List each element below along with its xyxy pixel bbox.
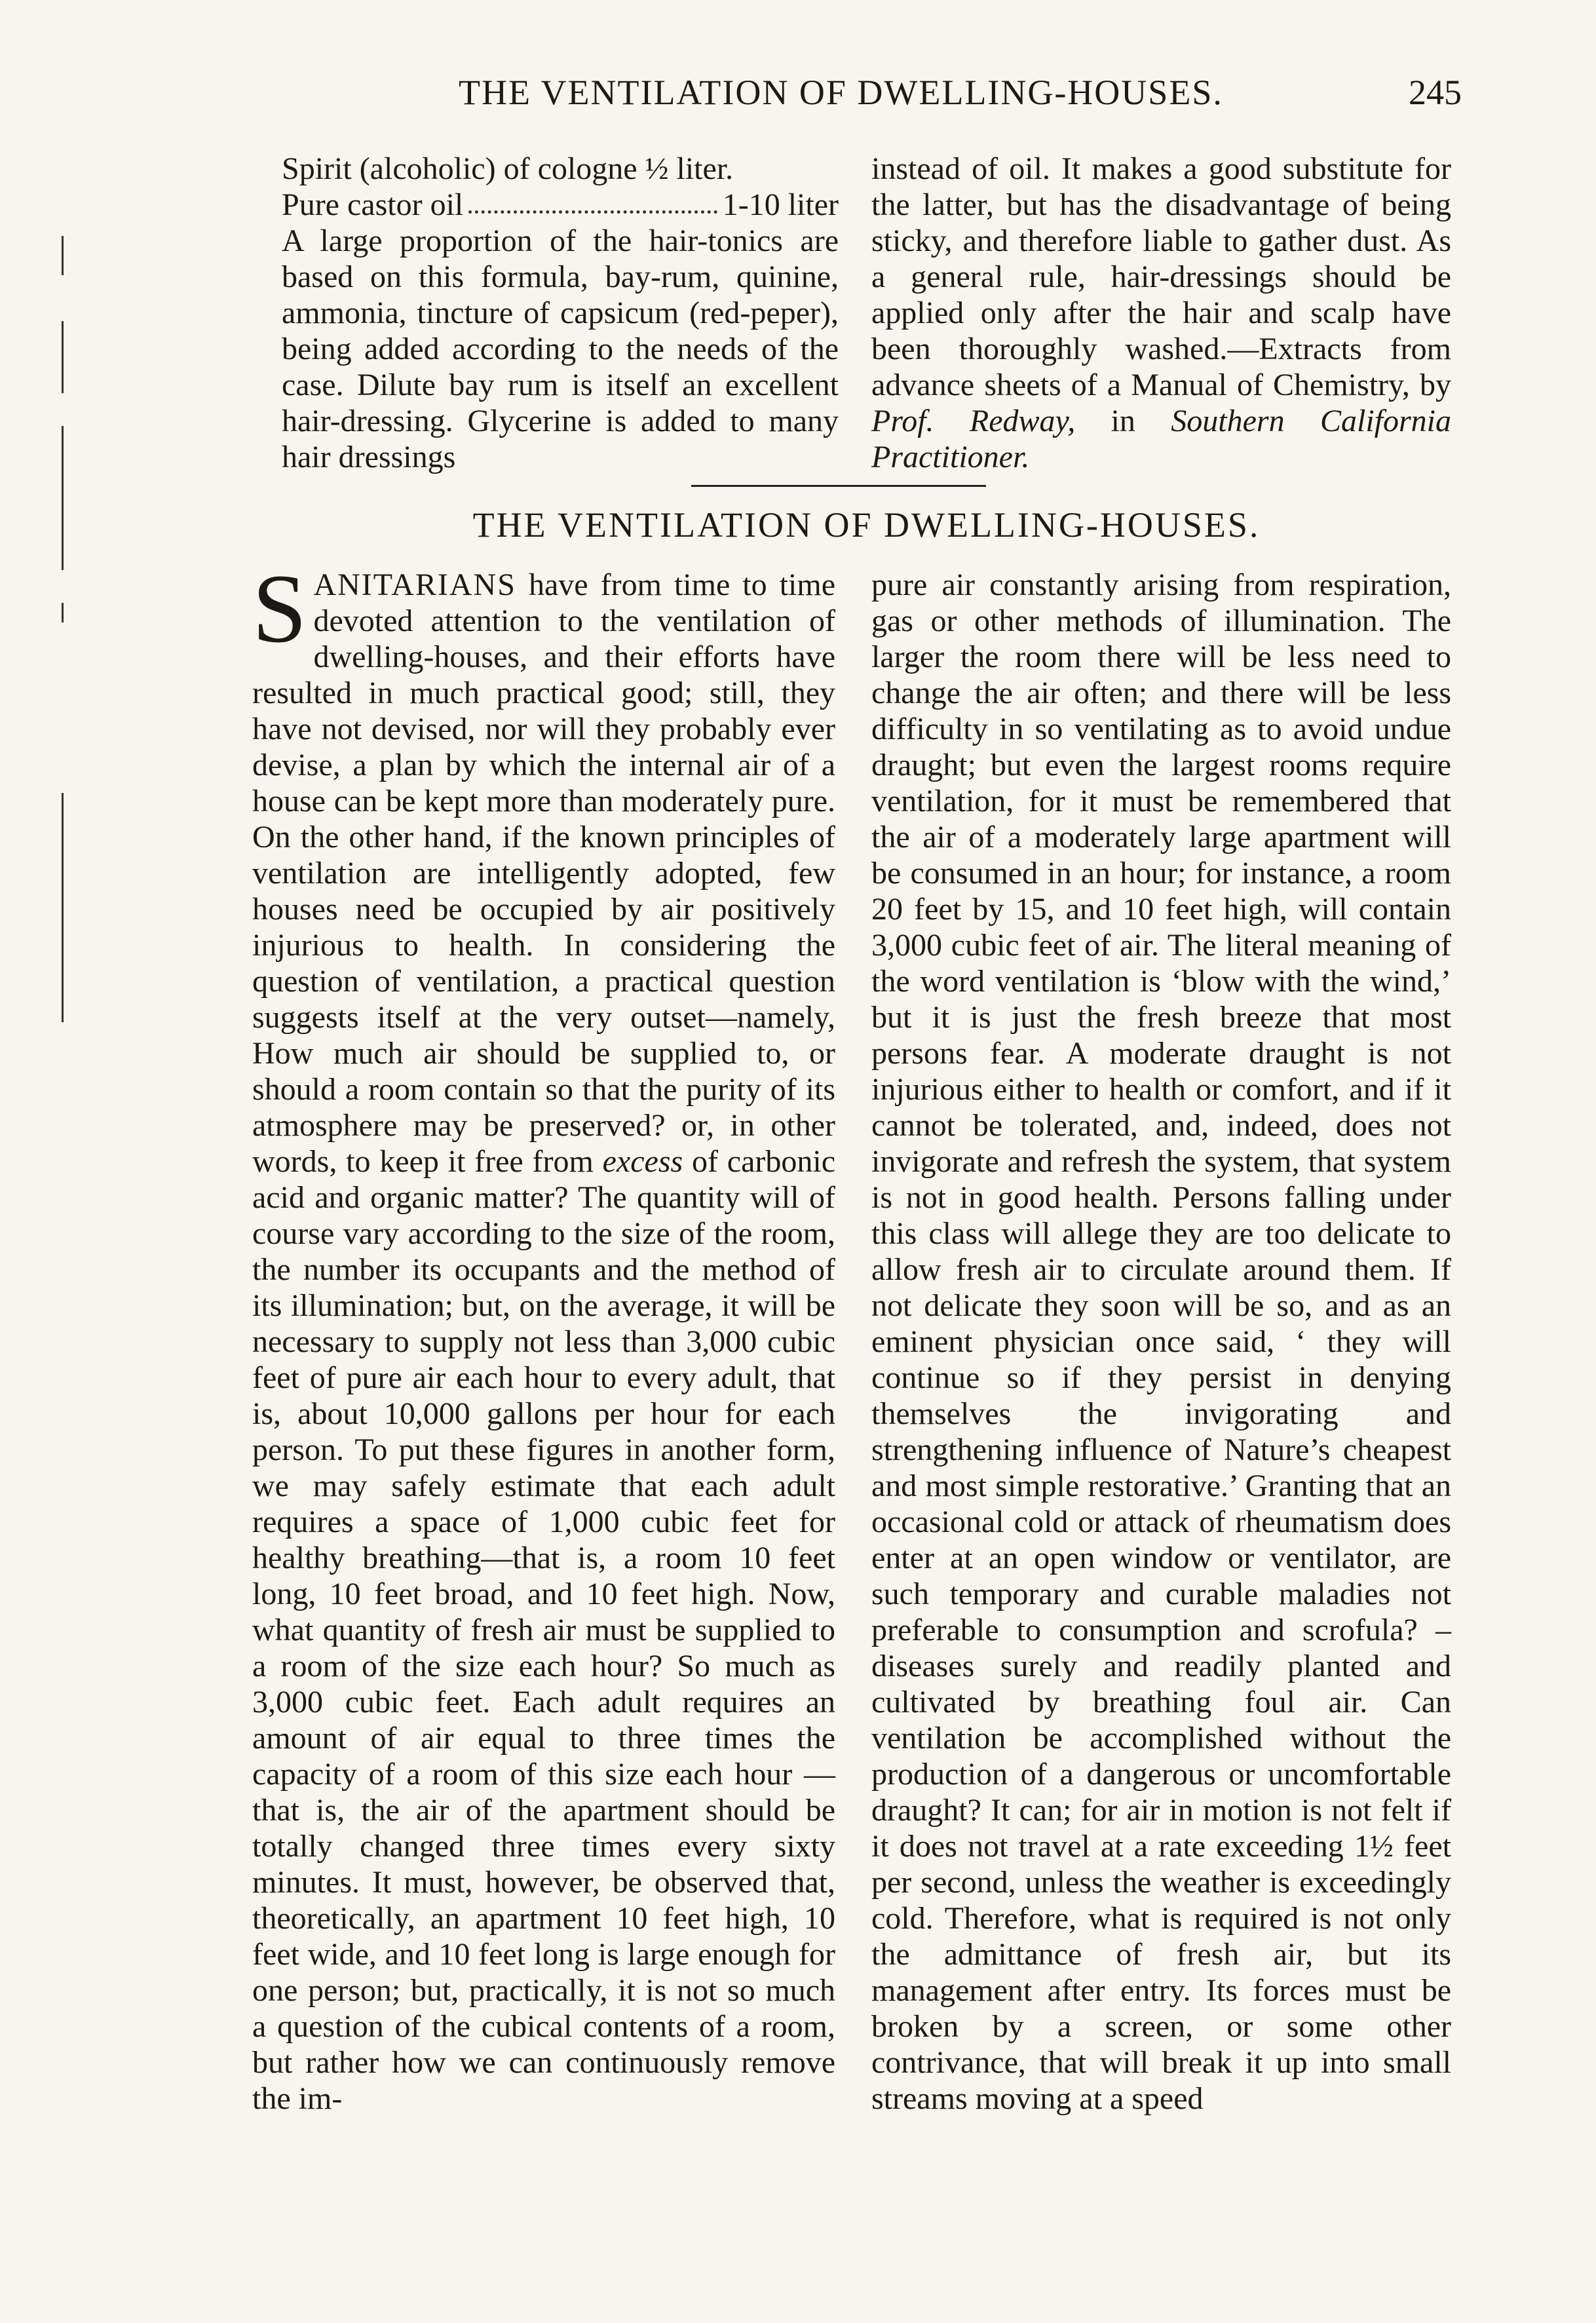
left-text-a: have from time to time devoted attention to the ventilation of dwelling-houses, and their efforts have resulted in much practical good; still, they have not devised, nor will they probably ever devise, a plan by which the internal air of a house can be kept more than moderately pure. On the other hand, if the known principles of ventilation are intelligently adopted, few houses need be occupied by air positively injurious to health. In considering the question of ventilation, a practical question suggests itself at the very outset—namely, How much air should be supplied to, or should a room contain so that the purity of its atmosphere may be preserved? or, in other words, to keep it free from bbox=[252, 567, 835, 1179]
article-body-right: pure air constantly arising from respiration, gas or other methods of illumination. The larger the room there will be less need to change the air often; and there will be less difficulty in so ventilating as to avoid undue draught; but even the largest rooms require ventilation, for it must be remembered that the air of a moderately large apartment will be consumed in an hour; for instance, a room 20 feet by 15, and 10 feet high, will contain 3,000 cubic feet of air. The literal meaning of the word ventilation is ‘blow with the wind,’ but it is just the fresh breeze that most persons fear. A moderate draught is not injurious either to health or comfort, and if it cannot be tolerated, and, indeed, does not invigorate and refresh the system, that system is not in good health. Persons falling under this class will allege they are too delicate to allow fresh air to circulate around them. If not delicate they soon will be so, and as an eminent physician once said, ‘ they will continue so if they persist in denying themselves the invigorating and strengthening influence of Nature’s cheapest and most simple restorative.’ Granting that an occasional cold or attack of rheumatism does enter at an open window or ventilator, are such temporary and curable maladies not preferable to consumption and scrofula? – diseases surely and readily planted and cultivated by breathing foul air. Can ventilation be accomplished without the production of a dangerous or uncomfortable draught? It can; for air in motion is not felt if it does not travel at a rate exceeding 1½ feet per second, unless the weather is exceedingly cold. Therefore, what is required is not only the admittance of fresh air, but its management after entry. Its forces must be broken by a screen, or some other contrivance, that will break it up into small streams moving at a speed bbox=[871, 567, 1451, 2116]
formula-label: Pure castor oil bbox=[282, 187, 464, 222]
left-text-b: of carbonic acid and organic matter? The quantity will of course vary according to the size of the room, the number its occupants and the method of its illumination; but, on the average, it will be necessary to supply not less than 3,000 cubic feet of pure air each hour to every adult, that is, about 10,000 gallons per hour for each person. To put these figures in another form, we may safely estimate that each adult requires a space of 1,000 cubic feet for healthy breathing—that is, a room 10 feet long, 10 feet broad, and 10 feet high. Now, what quantity of fresh air must be supplied to a room of the size each hour? So much as 3,000 cubic feet. Each adult requires an amount of air equal to three times the capacity of a room of this size each hour —that is, the air of the apartment should be totally changed three times every sixty minutes. It must, however, be observed that, theoretically, an apartment 10 feet high, 10 feet wide, and 10 feet long is large enough for one person; but, practically, it is not so much a question of the cubical contents of a room, but rather how we can continuously remove the im- bbox=[252, 1144, 835, 2116]
margin-mark bbox=[62, 321, 64, 393]
formula-value: 1-10 liter bbox=[722, 187, 839, 222]
margin-mark bbox=[62, 236, 64, 275]
publication-name: Southern California Practitioner. bbox=[871, 404, 1451, 474]
formula-line-1: Spirit (alcoholic) of cologne ½ liter. bbox=[282, 151, 734, 186]
lead-caps: ANITARIANS bbox=[313, 567, 516, 602]
hair-dressing-text: instead of oil. It makes a good substitute for the latter, but has the disadvantage of being sticky, and therefore liable to gather dust. As a general rule, hair-dressings should be applied only after the hair and scalp have been thoroughly washed.—Extracts from advance sheets of a Manual of Chemistry, by bbox=[871, 151, 1451, 402]
page-number: 245 bbox=[1409, 73, 1462, 112]
leader-dots bbox=[468, 187, 717, 214]
section-divider bbox=[691, 485, 986, 487]
margin-mark bbox=[62, 426, 64, 570]
margin-mark bbox=[62, 603, 64, 623]
top-left-column bbox=[282, 151, 839, 475]
article-left-column bbox=[252, 554, 835, 2117]
author-name: Prof. Redway, bbox=[871, 404, 1076, 438]
margin-mark bbox=[62, 793, 64, 1022]
drop-cap: S bbox=[252, 554, 307, 663]
hair-dressing-paragraph bbox=[871, 151, 1451, 475]
article-title: THE VENTILATION OF DWELLING-HOUSES. bbox=[472, 505, 1261, 545]
article-right-column bbox=[871, 567, 1451, 2117]
emphasis-word: excess bbox=[602, 1144, 683, 1179]
hair-tonic-paragraph: A large proportion of the hair-tonics are based on this formula, bay-rum, quinine, ammonia, tincture of capsicum (red-peper), being added according to the needs of the case. Dilute bay rum is itself an excellent hair-dressing. Glycerine is added to many hair dressings bbox=[282, 223, 839, 474]
connector-word: in bbox=[1075, 404, 1171, 438]
top-right-column bbox=[871, 151, 1451, 475]
formula-line-2 bbox=[282, 187, 839, 223]
article-body-left bbox=[252, 554, 835, 2117]
running-head: THE VENTILATION OF DWELLING-HOUSES. bbox=[459, 73, 1223, 112]
margin-marks bbox=[52, 236, 72, 1219]
